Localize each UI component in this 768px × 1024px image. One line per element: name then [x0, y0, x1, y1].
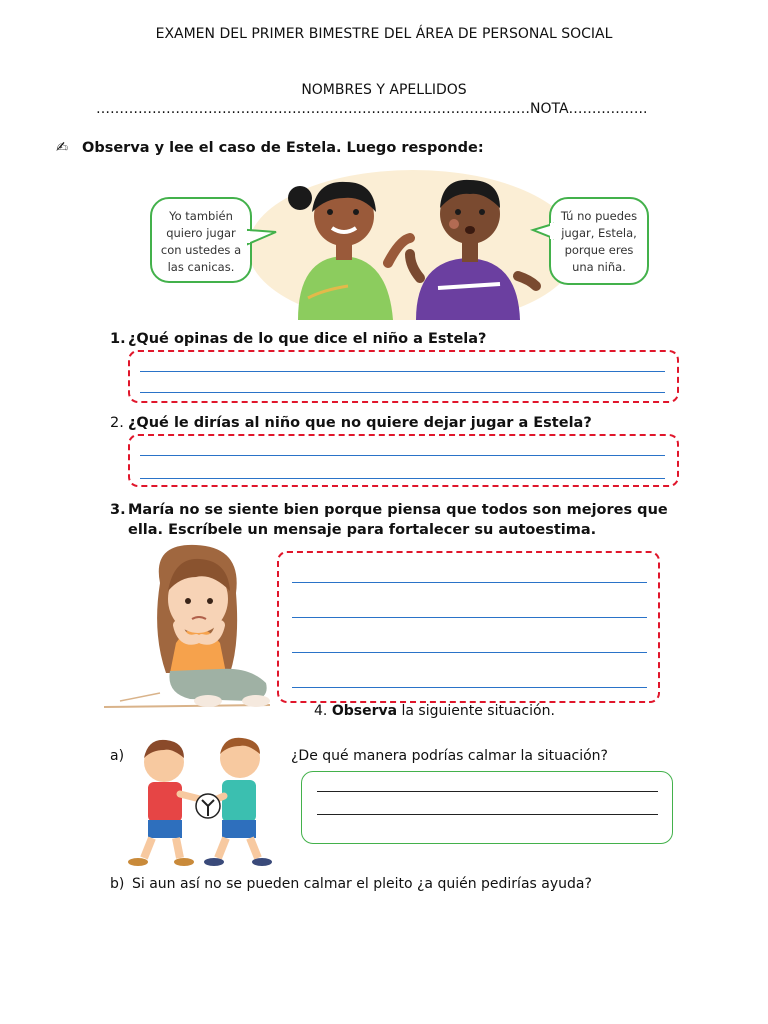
question-1: 1. ¿Qué opinas de lo que dice el niño a Estela?	[110, 331, 487, 347]
answer-line	[292, 617, 647, 618]
answer-line	[317, 791, 658, 792]
answer-line	[140, 455, 665, 456]
answer-line	[317, 814, 658, 815]
answer-line	[140, 478, 665, 479]
name-grade-line: …………………………………………………………………………………NOTA……………..	[96, 101, 648, 117]
answer-box-3[interactable]	[277, 551, 660, 703]
subquestion-a-label: a)	[110, 748, 125, 764]
question-3: 3. María no se siente bien porque piensa que todos son mejores que ella. Escríbele un mensaje para fortalecer su autoestima.	[110, 502, 668, 538]
answer-box-a[interactable]	[301, 771, 673, 844]
names-label: NOMBRES Y APELLIDOS	[301, 82, 467, 98]
answer-line	[292, 652, 647, 653]
subquestion-a: ¿De qué manera podrías calmar la situación?	[291, 748, 608, 764]
question-2: 2. ¿Qué le dirías al niño que no quiere dejar jugar a Estela?	[110, 415, 592, 431]
answer-box-1[interactable]	[128, 350, 679, 403]
exam-title: EXAMEN DEL PRIMER BIMESTRE DEL ÁREA DE PERSONAL SOCIAL	[155, 26, 613, 42]
answer-line	[292, 582, 647, 583]
speech-bubble-girl: Yo también quiero jugar con ustedes a las canicas.	[160, 209, 242, 274]
writing-hand-icon: ✍	[56, 140, 69, 156]
instruction-text: Observa y lee el caso de Estela. Luego responde:	[82, 140, 484, 156]
answer-line	[292, 687, 647, 688]
answer-box-2[interactable]	[128, 434, 679, 487]
subquestion-b: b) Si aun así no se pueden calmar el pleito ¿a quién pedirías ayuda?	[110, 876, 592, 892]
boys-fighting-illustration	[122, 736, 282, 868]
answer-line	[140, 371, 665, 372]
speech-bubble-boy: Tú no puedes jugar, Estela, porque eres una niña.	[560, 209, 638, 274]
sad-girl-illustration	[100, 543, 280, 713]
answer-line	[140, 392, 665, 393]
comic-illustration	[148, 168, 676, 320]
instruction	[56, 140, 484, 156]
question-4: 4. Observa la siguiente situación.	[314, 703, 555, 719]
